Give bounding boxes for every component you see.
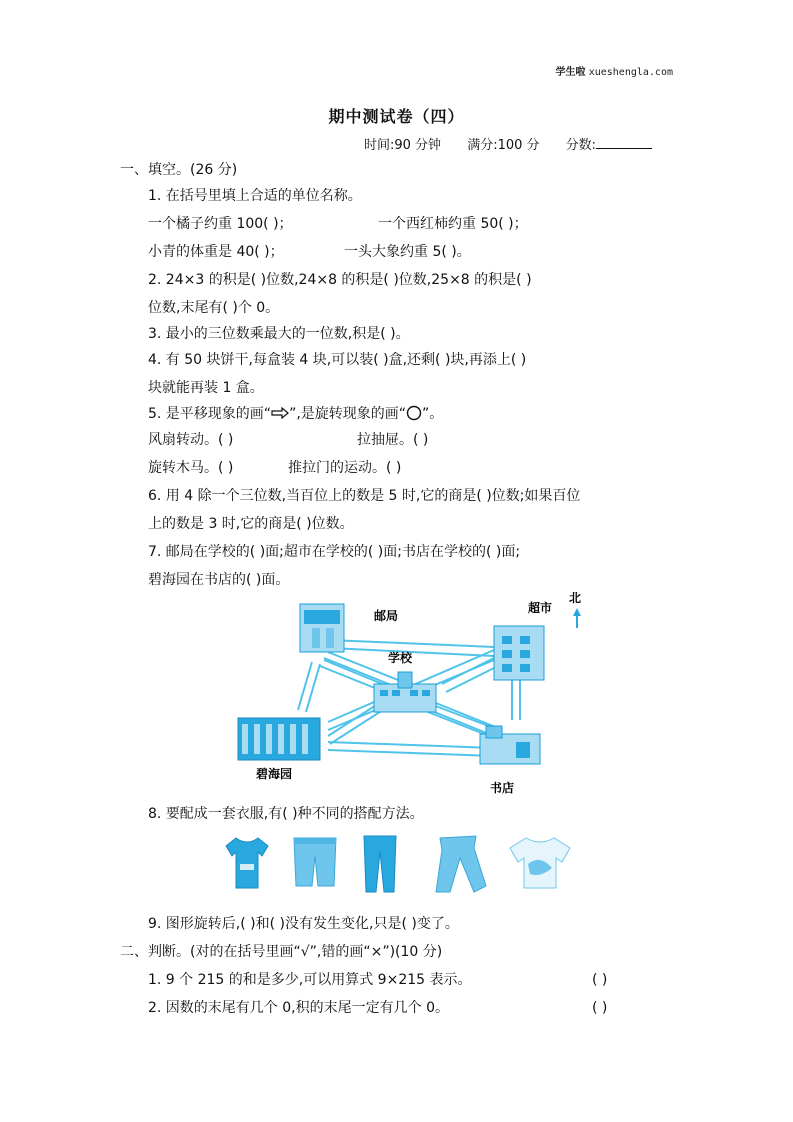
move-arrow-icon: [271, 407, 289, 419]
north-arrow-icon: [573, 608, 581, 628]
brand-name: 学生啦: [555, 67, 586, 78]
q5-fan: 风扇转动。( ): [148, 432, 234, 448]
q1-orange: 一个橘子约重 100( )；: [148, 216, 293, 232]
q8-text: 8. 要配成一套衣服,有( )种不同的搭配方法。: [148, 806, 424, 822]
map-label-bookstore: 书店: [490, 781, 515, 795]
tshirt-blue-icon: [222, 834, 272, 892]
q6-text: 6. 用 4 除一个三位数,当百位上的数是 5 时,它的商是( )位数;如果百位: [148, 488, 581, 504]
q5-text: [148, 404, 443, 424]
q7-text: 7. 邮局在学校的( )面;超市在学校的( )面;书店在学校的( )面;: [148, 544, 521, 560]
section-2-heading: 二、判断。(对的在括号里画“√”,错的画“×”)(10 分): [120, 944, 443, 960]
tshirt-white-icon: [506, 834, 574, 892]
brand-url: xueshengla.com: [588, 67, 673, 78]
q7-text-cont: 碧海园在书店的( )面。: [148, 572, 290, 588]
page-title: 期中测试卷（四）: [328, 107, 465, 126]
brand: [556, 63, 673, 78]
section-1-heading: 一、填空。(26 分): [120, 162, 238, 178]
jeans-icon: [430, 834, 488, 894]
q5-drawer: 拉抽屉。( ): [357, 432, 429, 448]
map-label-supermarket: 超市: [528, 601, 553, 615]
map-label-school: 学校: [388, 651, 413, 665]
map-label-bihaiyuan: 碧海园: [256, 767, 293, 781]
exam-meta: [364, 134, 674, 153]
q5-part1: 5. 是平移现象的画“: [148, 406, 272, 422]
shorts-icon: [290, 834, 340, 892]
q1-tomato: 一个西红柿约重 50( )；: [378, 216, 528, 232]
supermarket-building: [494, 626, 544, 680]
q3-text: 3. 最小的三位数乘最大的一位数,积是( )。: [148, 326, 410, 342]
score-blank[interactable]: [596, 136, 652, 149]
school-building: [374, 672, 436, 712]
q5-sliding-door: 推拉门的运动。( ): [288, 460, 402, 476]
q2-text-cont: 位数,末尾有( )个 0。: [148, 300, 280, 316]
q4-text: 4. 有 50 块饼干,每盒装 4 块,可以装( )盒,还剩( )块,再添上( ): [148, 352, 527, 368]
q1-xiaoqing: 小青的体重是 40( )；: [148, 244, 284, 260]
q6-text-cont: 上的数是 3 时,它的商是( )位数。: [148, 516, 354, 532]
full-score: 满分:100 分: [467, 138, 540, 153]
q5-carousel: 旋转木马。( ): [148, 460, 234, 476]
post-office-building: [300, 604, 344, 652]
q2-text: 2. 24×3 的积是( )位数,24×8 的积是( )位数,25×8 的积是( ): [148, 272, 532, 288]
bihaiyuan-building: [238, 718, 320, 760]
judge-item-2: 2. 因数的末尾有几个 0,积的末尾一定有几个 0。: [148, 1000, 449, 1016]
map-label-post-office: 邮局: [374, 609, 399, 623]
q1-text: 1. 在括号里填上合适的单位名称。: [148, 188, 362, 204]
q1-elephant: 一头大象约重 5( )。: [344, 244, 471, 260]
q9-text: 9. 图形旋转后,( )和( )没有发生变化,只是( )变了。: [148, 916, 459, 932]
bookstore-building: [480, 726, 540, 764]
judge-item-1: 1. 9 个 215 的和是多少,可以用算式 9×215 表示。: [148, 972, 472, 988]
rotate-circle-icon: [406, 405, 422, 421]
judge-item-1-answer[interactable]: ( ): [592, 972, 608, 988]
q4-text-cont: 块就能再装 1 盒。: [148, 380, 264, 396]
judge-item-2-answer[interactable]: ( ): [592, 1000, 608, 1016]
trousers-icon: [360, 834, 400, 894]
location-map: [232, 592, 592, 798]
q5-part3: ”。: [422, 406, 444, 422]
score-label: 分数:: [565, 138, 597, 153]
map-label-north: 北: [569, 592, 582, 605]
time-limit: 时间:90 分钟: [364, 138, 442, 153]
q5-part2: ”,是旋转现象的画“: [289, 406, 407, 422]
